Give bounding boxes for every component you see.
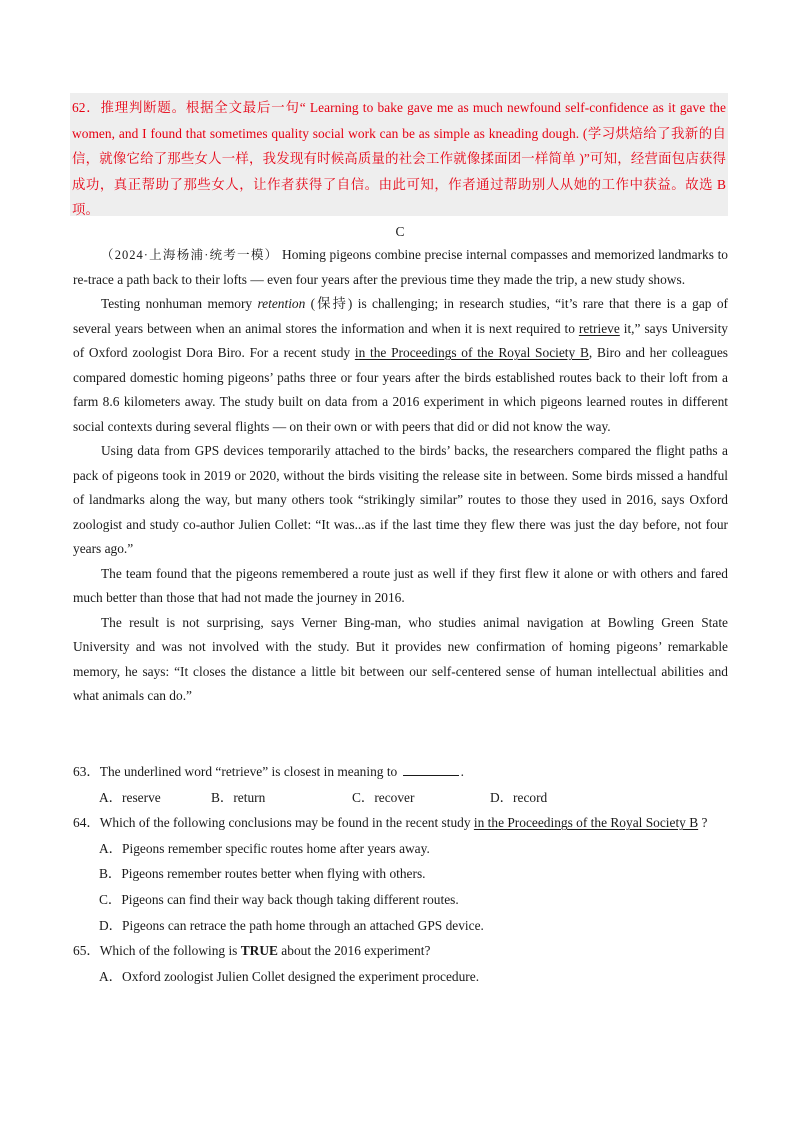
question-64: [73, 810, 728, 836]
answer-number: 62．: [72, 100, 101, 115]
question-65-stem-end: about the 2016 experiment?: [277, 943, 431, 959]
question-65-bold-word: TRUE: [240, 943, 278, 959]
passage-paragraph-3: Using data from GPS devices temporarily attached to the birds’ backs, the researchers compared the flight paths a pack of pigeons took in 2019 or 2020, without the birds visiting the release site in between. Some birds missed a handful of landmarks along the way, but many others took “strikingly similar” routes to those they used in 2016, says Oxford zoologist and study co-author Julien Collet: “It was...as if the last time they flew there was just the day before, not four years ago.”: [73, 443, 728, 556]
question-65-stem: 65．Which of the following is: [73, 943, 241, 959]
answer-body: 推理判断题。根据全文最后一句“ Learning to bake gave me as much newfound self-confidence as it gave the women, and I found that sometimes quality social work can be as simple as kneading dough. (学习烘焙给了我新的自信，就像它给了那些女人一样，我发现有时候高质量的社会工作就像揉面团一样简单 )”可知，经营面包店获得成功，真正帮助了那些女人，让作者获得了自信。由此可知，作者通过帮助别人从她的工作中获益。故选 B 项。: [72, 100, 726, 218]
question-64-option-b: B．Pigeons remember routes better when flying with others.: [99, 866, 426, 882]
question-63-stem: 63．The underlined word “retrieve” is closest in meaning to: [73, 764, 401, 779]
section-letter: C: [395, 224, 405, 239]
question-63-option-a: A．reserve: [99, 789, 161, 805]
questions-section: [73, 759, 728, 989]
reading-passage: [73, 243, 728, 709]
question-64-underlined-phrase: in the Proceedings of the Royal Society B: [473, 815, 699, 831]
question-64-option-d: D．Pigeons can retrace the path home through an attached GPS device.: [99, 917, 484, 933]
paragraph-1-text: Homing pigeons combine precise internal compasses and memorized landmarks to re-trace a path back to their lofts — even four years after the previous time they made the trip, a new study shows.: [73, 247, 728, 287]
question-63-option-b: B．return: [211, 789, 266, 805]
question-63-option-c: C．recover: [352, 789, 415, 805]
question-63: [73, 759, 728, 785]
passage-paragraph-5: The result is not surprising, says Verner Bing-man, who studies animal navigation at Bowling Green State University and was not involved with the study. But it provides new confirmation of homing pigeons’ remarkable memory, he says: “It closes the distance a little bit between our self-centered sense of human intellectual abilities and what animals can do.”: [73, 614, 728, 703]
retention-word: retention: [257, 296, 306, 311]
answer-blank: [403, 761, 459, 776]
question-64-stem: 64．Which of the following conclusions may be found in the recent study: [73, 815, 474, 831]
question-65-option-a: A．Oxford zoologist Julien Collet designed the experiment procedure.: [99, 968, 480, 984]
paragraph-2-text-c: it,” says University of Oxford zoologist Dora Biro. For a recent study: [73, 320, 728, 360]
passage-paragraph-1: [73, 243, 728, 292]
question-63-options: [73, 785, 728, 811]
passage-paragraph-2: [73, 292, 728, 439]
passage-source: （2024·上海杨浦·统考一模）: [101, 248, 279, 262]
question-64-option-a: A．Pigeons remember specific routes home after years away.: [99, 840, 430, 856]
retrieve-underlined-word: retrieve: [578, 320, 620, 336]
question-65: [73, 938, 728, 964]
question-63-option-d: D．record: [490, 789, 548, 805]
answer-explanation-text: [70, 93, 728, 223]
question-63-stem-end: .: [460, 764, 464, 779]
proceedings-underlined-phrase: in the Proceedings of the Royal Society B: [354, 345, 589, 360]
answer-explanation-box: [70, 93, 728, 216]
paragraph-2-text-d: , Biro and her colleagues compared domestic homing pigeons’ paths three or four years after the birds established routes back to their loft from a farm 8.6 kilometers away. The study built on data from a 2016 experiment in which pigeons learned routes in different social contexts during several flights — on their own or with peers that did or did not know the way.: [73, 345, 728, 434]
paragraph-2-text-b: (保持) is challenging; in research studies, “it’s rare that there is a gap of several years between when an animal stores the information and when it is next required to: [73, 296, 728, 336]
paragraph-2-text-a: Testing nonhuman memory: [101, 296, 258, 311]
question-64-option-c: C．Pigeons can find their way back though taking different routes.: [99, 891, 459, 907]
question-64-stem-end: ?: [698, 815, 708, 831]
passage-paragraph-4: The team found that the pigeons remembered a route just as well if they first flew it alone or with others and fared much better than those that had not made the journey in 2016.: [73, 565, 728, 605]
